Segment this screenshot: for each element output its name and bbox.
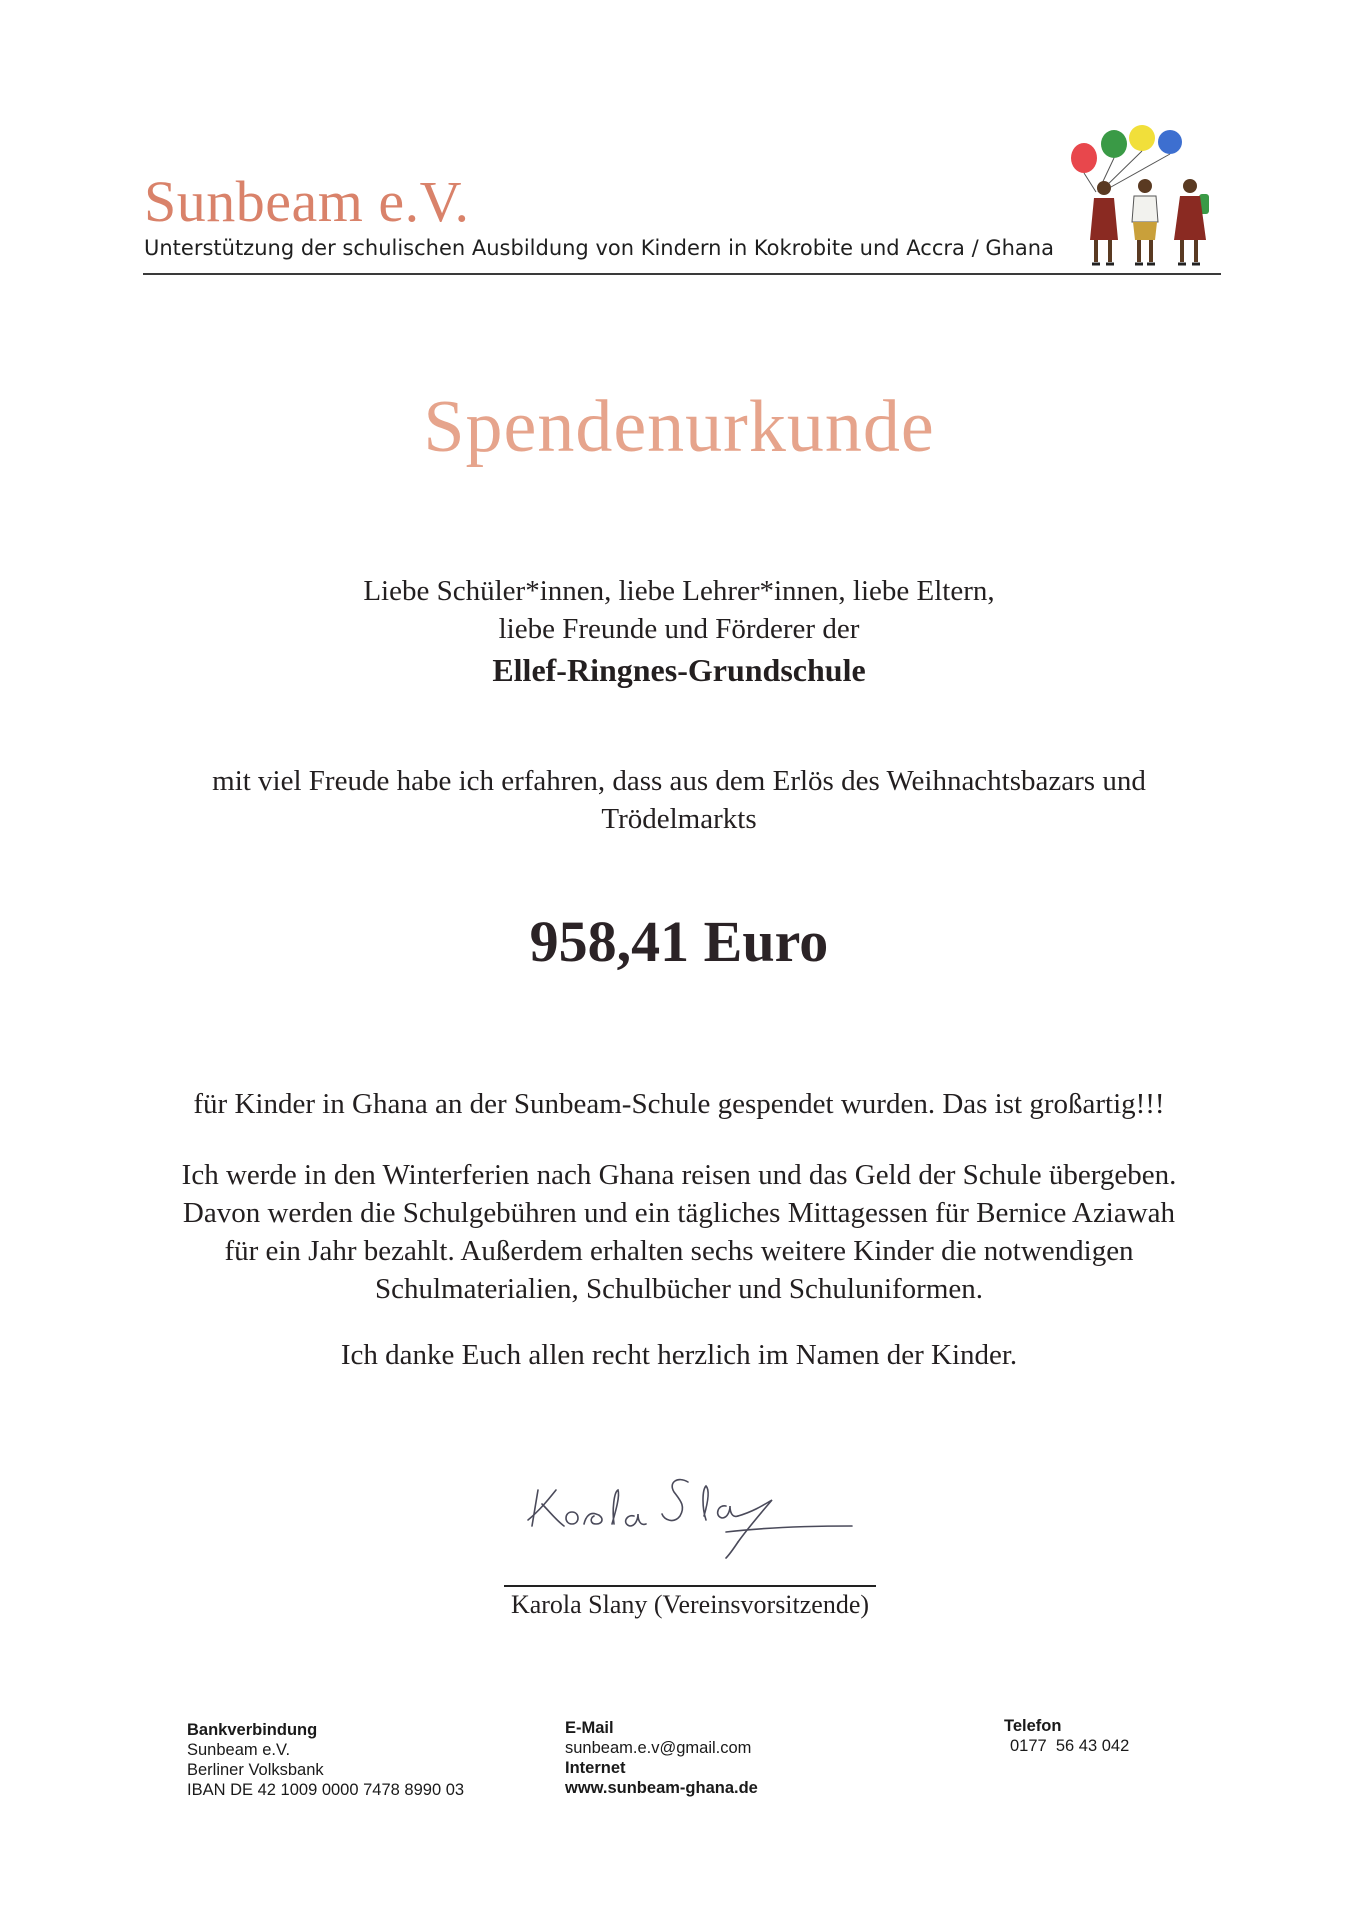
salutation-line-1: Liebe Schüler*innen, liebe Lehrer*innen, liebe Eltern, (363, 575, 995, 607)
school-name: Ellef-Ringnes-Grundschule (492, 652, 866, 688)
body-p2-line: Ich werde in den Winterferien nach Ghana reisen und das Geld der Schule übergeben. (181, 1159, 1177, 1191)
donation-amount: 958,41 Euro (529, 909, 829, 974)
bank-iban: IBAN DE 42 1009 0000 7478 8990 03 (187, 1781, 465, 1799)
signature-line (504, 1585, 876, 1587)
sunbeam-logo-icon (1066, 122, 1224, 274)
email-address[interactable]: sunbeam.e.v@gmail.com (565, 1739, 752, 1757)
handwritten-signature (520, 1430, 860, 1560)
intro-text (0, 762, 1358, 838)
website-link[interactable]: www.sunbeam-ghana.de (565, 1779, 758, 1797)
internet-heading: Internet (565, 1759, 626, 1777)
body-p2-line: Schulmaterialien, Schulbücher und Schuluniformen. (374, 1273, 984, 1305)
document-title: Spendenurkunde (423, 386, 935, 468)
footer-bank (187, 1720, 464, 1800)
intro-line-1: mit viel Freude habe ich erfahren, dass aus dem Erlös des Weihnachtsbazars und (212, 765, 1146, 797)
phone-heading: Telefon (1004, 1717, 1062, 1735)
intro-line-2: Trödelmarkts (601, 803, 757, 835)
phone-number: 0177 56 43 042 (1010, 1737, 1130, 1755)
signatory-name: Karola Slany (Vereinsvorsitzende) (510, 1590, 870, 1619)
footer-contact (565, 1718, 758, 1798)
organization-name: Sunbeam e.V. (144, 169, 470, 234)
body-p2-line: für ein Jahr bezahlt. Außerdem erhalten sechs weitere Kinder die notwendigen (224, 1235, 1134, 1267)
bank-name: Berliner Volksbank (187, 1761, 324, 1779)
body-paragraph-1: für Kinder in Ghana an der Sunbeam-Schule gespendet wurden. Das ist großartig!!! (193, 1088, 1165, 1120)
body-paragraph-2 (0, 1156, 1358, 1308)
salutation-line-2: liebe Freunde und Förderer der (498, 613, 860, 645)
header-divider (143, 273, 1221, 275)
bank-heading: Bankverbindung (187, 1721, 318, 1739)
body-p2-line: Davon werden die Schulgebühren und ein tägliches Mittagessen für Bernice Aziawah (182, 1197, 1176, 1229)
body-paragraph-3: Ich danke Euch allen recht herzlich im Namen der Kinder. (340, 1339, 1018, 1371)
footer-phone (1004, 1716, 1129, 1756)
organization-subtitle: Unterstützung der schulischen Ausbildung von Kindern in Kokrobite und Accra / Ghana (144, 236, 1054, 260)
email-heading: E-Mail (565, 1719, 614, 1737)
salutation (0, 572, 1358, 690)
bank-account-holder: Sunbeam e.V. (187, 1741, 291, 1759)
